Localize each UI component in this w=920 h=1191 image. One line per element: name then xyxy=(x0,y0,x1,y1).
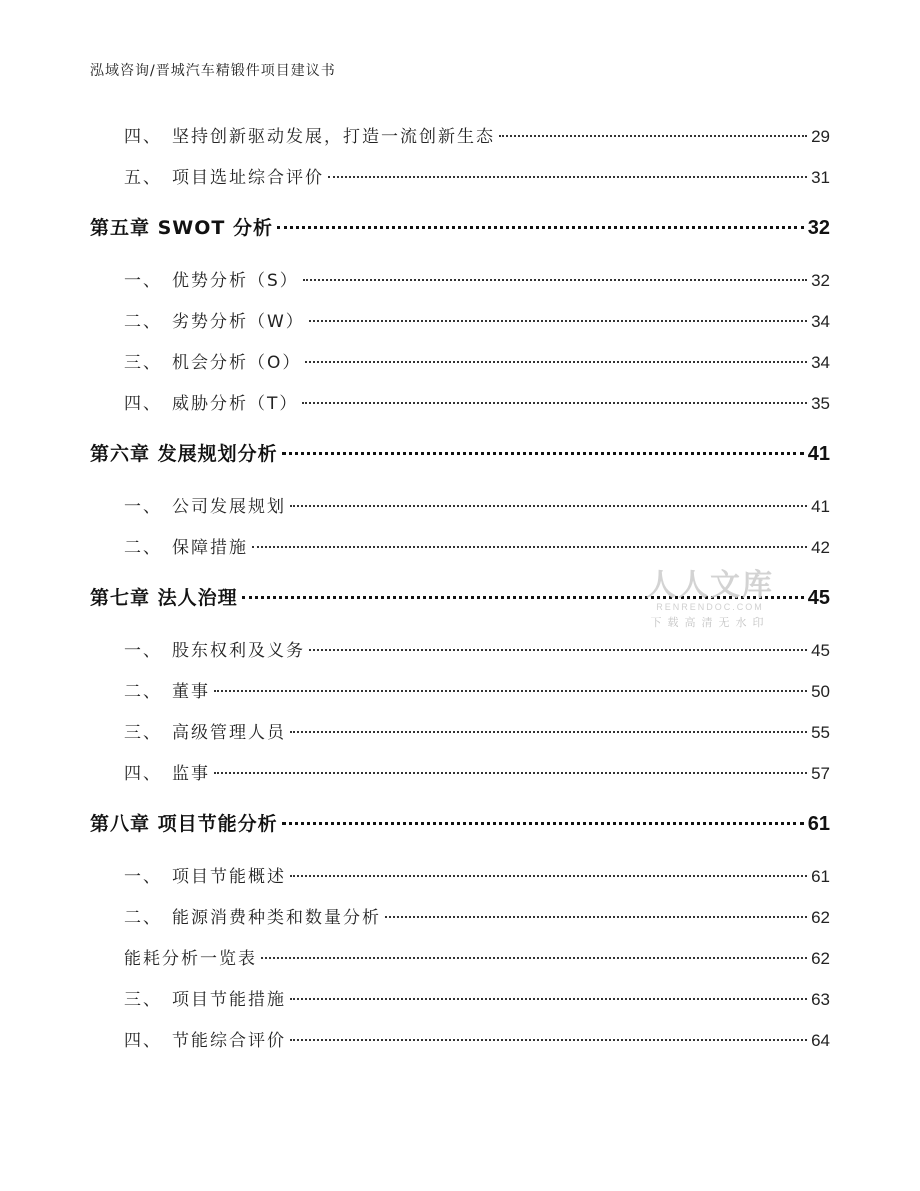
toc-entry[interactable] xyxy=(90,759,830,784)
toc-entry-title: 股东权利及义务 xyxy=(172,641,305,661)
toc-leader-dots xyxy=(282,452,804,455)
toc-entry-title: 项目节能概述 xyxy=(172,867,286,887)
toc-entry[interactable] xyxy=(90,944,830,969)
toc-entry[interactable] xyxy=(90,636,830,661)
toc-entry-page: 45 xyxy=(811,641,830,660)
toc-leader-dots xyxy=(305,361,807,363)
toc-chapter-page: 41 xyxy=(807,443,830,465)
toc-leader-dots xyxy=(303,279,807,281)
toc-entry[interactable] xyxy=(90,389,830,414)
toc-entry-page: 34 xyxy=(811,312,830,331)
toc-entry-title: 高级管理人员 xyxy=(172,723,286,743)
toc-entry-page: 62 xyxy=(811,908,830,927)
toc-entry-page: 64 xyxy=(811,1031,830,1050)
toc-entry-title: 坚持创新驱动发展，打造一流创新生态 xyxy=(172,127,495,147)
toc-entry-number: 四、 xyxy=(124,1031,162,1051)
toc-entry-number: 二、 xyxy=(124,908,162,928)
toc-chapter-page: 45 xyxy=(807,587,830,609)
toc-entry-title: 机会分析（O） xyxy=(172,353,302,373)
toc-entry-page: 42 xyxy=(811,538,830,557)
toc-entry[interactable] xyxy=(90,122,830,147)
toc-leader-dots xyxy=(309,649,807,651)
toc-entry[interactable] xyxy=(90,163,830,188)
toc-entry-title: 保障措施 xyxy=(172,538,248,558)
toc-leader-dots xyxy=(261,957,807,959)
document-header: 泓域咨询/晋城汽车精锻件项目建议书 xyxy=(90,63,336,79)
toc-entry-number: 一、 xyxy=(124,641,162,661)
toc-leader-dots xyxy=(214,690,807,692)
toc-chapter-page: 61 xyxy=(807,813,830,835)
toc-leader-dots xyxy=(309,320,807,322)
toc-entry[interactable] xyxy=(90,903,830,928)
toc-entry-number: 五、 xyxy=(124,168,162,188)
toc-chapter-title: 第七章 法人治理 xyxy=(90,587,238,609)
watermark-domain: RENRENDOC.COM xyxy=(656,602,764,612)
toc-chapter-entry[interactable] xyxy=(90,439,830,466)
toc-entry-title: 能耗分析一览表 xyxy=(124,949,257,969)
toc-entry-title: 项目选址综合评价 xyxy=(172,168,324,188)
toc-entry[interactable] xyxy=(90,348,830,373)
toc-entry-number: 四、 xyxy=(124,764,162,784)
toc-leader-dots xyxy=(385,916,807,918)
toc-leader-dots xyxy=(282,822,804,825)
toc-entry-page: 41 xyxy=(811,497,830,516)
toc-entry-page: 62 xyxy=(811,949,830,968)
toc-leader-dots xyxy=(252,546,807,548)
toc-chapter-title: 第八章 项目节能分析 xyxy=(90,813,278,835)
toc-entry[interactable] xyxy=(90,718,830,743)
toc-entry-title: 董事 xyxy=(172,682,210,702)
toc-leader-dots xyxy=(302,402,807,404)
toc-entry-title: 项目节能措施 xyxy=(172,990,286,1010)
toc-leader-dots xyxy=(214,772,807,774)
watermark-subtitle: 下载高清无水印 xyxy=(650,616,770,629)
toc-entry-page: 55 xyxy=(811,723,830,742)
toc-entry[interactable] xyxy=(90,677,830,702)
toc-entry-page: 34 xyxy=(811,353,830,372)
toc-entry-number: 一、 xyxy=(124,497,162,517)
toc-entry[interactable] xyxy=(90,533,830,558)
toc-entry-number: 三、 xyxy=(124,723,162,743)
toc-entry-page: 32 xyxy=(811,271,830,290)
watermark xyxy=(640,560,780,630)
toc-entry[interactable] xyxy=(90,492,830,517)
toc-leader-dots xyxy=(290,505,807,507)
toc-leader-dots xyxy=(328,176,807,178)
toc-entry-page: 63 xyxy=(811,990,830,1009)
toc-entry-title: 节能综合评价 xyxy=(172,1031,286,1051)
toc-entry-page: 61 xyxy=(811,867,830,886)
toc-leader-dots xyxy=(290,875,807,877)
toc-chapter-entry[interactable] xyxy=(90,213,830,240)
toc-entry-page: 35 xyxy=(811,394,830,413)
toc-entry-number: 二、 xyxy=(124,682,162,702)
toc-chapter-page: 32 xyxy=(807,217,830,239)
toc-leader-dots xyxy=(290,731,807,733)
toc-leader-dots xyxy=(290,998,807,1000)
toc-entry-title: 公司发展规划 xyxy=(172,497,286,517)
toc-entry[interactable] xyxy=(90,1026,830,1051)
toc-entry-number: 一、 xyxy=(124,271,162,291)
toc-entry-page: 29 xyxy=(811,127,830,146)
toc-entry-number: 四、 xyxy=(124,127,162,147)
toc-entry-page: 57 xyxy=(811,764,830,783)
toc-entry-number: 三、 xyxy=(124,990,162,1010)
toc-entry-title: 优势分析（S） xyxy=(172,271,299,291)
toc-leader-dots xyxy=(277,226,804,229)
toc-entry[interactable] xyxy=(90,266,830,291)
toc-chapter-title: 第六章 发展规划分析 xyxy=(90,443,278,465)
toc-chapter-title: 第五章 SWOT 分析 xyxy=(90,217,273,239)
toc-entry-number: 二、 xyxy=(124,538,162,558)
toc-entry-number: 一、 xyxy=(124,867,162,887)
toc-entry-title: 监事 xyxy=(172,764,210,784)
toc-entry[interactable] xyxy=(90,862,830,887)
toc-entry-number: 四、 xyxy=(124,394,162,414)
toc-entry-title: 劣势分析（W） xyxy=(172,312,305,332)
toc-entry-title: 能源消费种类和数量分析 xyxy=(172,908,381,928)
toc-entry-page: 50 xyxy=(811,682,830,701)
toc-leader-dots xyxy=(499,135,807,137)
toc-entry[interactable] xyxy=(90,307,830,332)
toc-entry-number: 二、 xyxy=(124,312,162,332)
toc-leader-dots xyxy=(290,1039,807,1041)
toc-entry-page: 31 xyxy=(811,168,830,187)
watermark-title: 人人文库 xyxy=(646,568,774,603)
toc-chapter-entry[interactable] xyxy=(90,809,830,836)
toc-entry[interactable] xyxy=(90,985,830,1010)
toc-entry-title: 威胁分析（T） xyxy=(172,394,299,414)
toc-entry-number: 三、 xyxy=(124,353,162,373)
